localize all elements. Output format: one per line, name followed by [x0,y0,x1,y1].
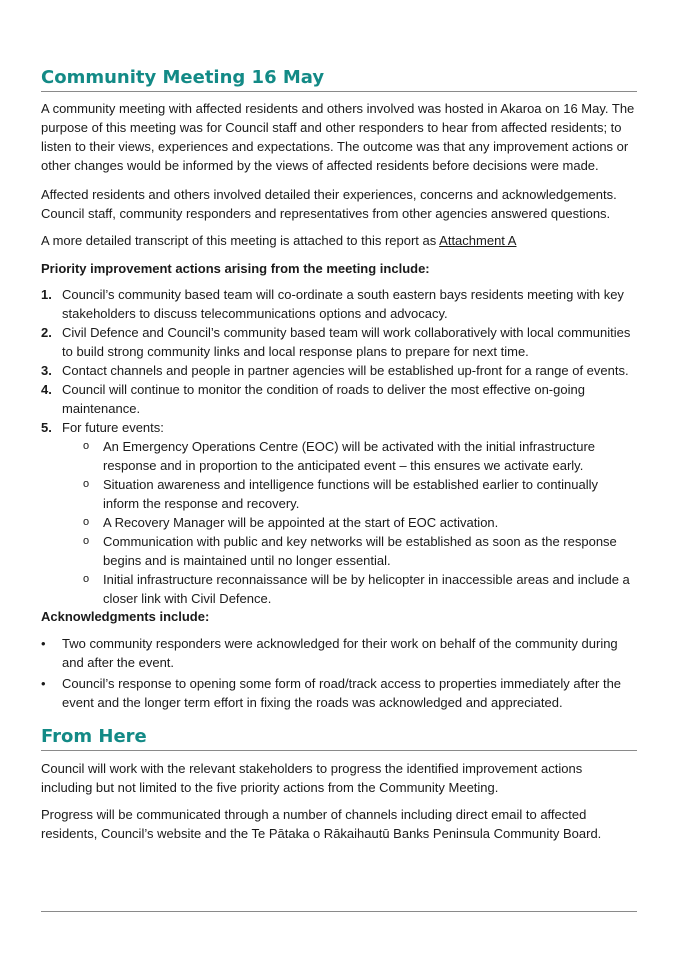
action-number: 3. [41,363,52,378]
action-text: Council’s community based team will co-ordinate a south eastern bays residents meeting with key stakeholders to discuss telecommunications options and advocacy. [62,287,624,321]
action-item [41,418,637,437]
paragraph-stakeholders: Council will work with the relevant stakeholders to progress the identified improvement actions including but not limited to the five priority actions from the Community Meeting. [41,761,583,795]
acknowledgments-list-block [41,634,637,714]
transcript-paragraph-block [41,231,637,250]
future-event-text: An Emergency Operations Centre (EOC) will be activated with the initial infrastructure response and in proportion to the anticipated event – this ensures we activate early. [103,439,596,473]
future-event-item [41,532,637,570]
attachment-a-link[interactable]: Attachment A [439,233,517,248]
acknowledgment-item [41,674,637,712]
intro-paragraph [41,99,637,175]
transcript-text: A more detailed transcript of this meeting is attached to this report as [41,233,440,248]
action-text: Civil Defence and Council’s community based team will work collaboratively with local communities to build strong community links and local response plans to prepare for next time. [62,325,631,359]
action-item [41,285,637,323]
priority-actions-list [41,285,637,437]
sub-bullet-marker: o [83,573,90,585]
future-event-text: Situation awareness and intelligence functions will be established earlier to continually inform the response and recovery. [103,477,599,511]
future-events-list [41,437,637,608]
section-heading-community-meeting: Community Meeting 16 May [41,66,637,92]
acknowledgment-text: Two community responders were acknowledged for their work on behalf of the community during and after the event. [62,636,618,670]
action-item [41,361,637,380]
action-number: 1. [41,287,52,302]
future-event-text: A Recovery Manager will be appointed at the start of EOC activation. [103,515,499,530]
progress-paragraph-block [41,805,637,843]
paragraph-meeting-purpose: A community meeting with affected residents and others involved was hosted in Akaroa on 16 May. The purpose of this meeting was for Council staff and other responders to hear from affected residents; to listen to their views, experiences and expectations. The outcome was that any improvement actions or other changes would be informed by the views of affected residents before decisions were made. [41,101,635,173]
acknowledgments-list [41,634,637,712]
future-event-item [41,437,637,475]
future-event-text: Communication with public and key networks will be established as soon as the response begins and is maintained until no longer essential. [103,534,617,568]
action-text: Contact channels and people in partner agencies will be established up-front for a range of events. [62,363,629,378]
acknowledgments-heading-block [41,607,637,626]
sub-bullet-marker: o [83,516,90,528]
acknowledgment-item [41,634,637,672]
from-here-paragraph-block [41,759,637,797]
paragraph-experiences: Affected residents and others involved detailed their experiences, concerns and acknowledgements. Council staff, community responders and representatives from other agencies answered questions. [41,187,617,221]
paragraph-transcript [41,231,637,250]
action-text: For future events: [62,420,164,435]
action-item [41,323,637,361]
action-number: 4. [41,382,52,397]
priority-actions-heading: Priority improvement actions arising from the meeting include: [41,261,430,276]
sub-bullet-marker: o [83,478,90,490]
action-number: 2. [41,325,52,340]
acknowledgment-text: Council’s response to opening some form of road/track access to properties immediately after the event and the longer term effort in fixing the roads was acknowledged and appreciated. [62,676,622,710]
acknowledgments-heading: Acknowledgments include: [41,609,210,624]
action-item [41,380,637,418]
section-heading-from-here: From Here [41,725,637,751]
future-event-text: Initial infrastructure reconnaissance will be by helicopter in inaccessible areas and include a closer link with Civil Defence. [103,572,630,606]
action-text: Council will continue to monitor the condition of roads to deliver the most effective on-going maintenance. [62,382,585,416]
experiences-paragraph-block [41,185,637,223]
future-event-item [41,475,637,513]
priority-heading-block [41,259,637,278]
future-event-item [41,513,637,532]
future-event-item [41,570,637,608]
footer-divider [41,911,637,912]
sub-bullet-marker: o [83,440,90,452]
bullet-marker: • [41,676,46,691]
bullet-marker: • [41,636,46,651]
sub-bullet-marker: o [83,535,90,547]
priority-actions-list-block [41,285,637,608]
paragraph-progress: Progress will be communicated through a number of channels including direct email to affected residents, Council’s website and the Te Pātaka o Rākaihautū Banks Peninsula Community Board. [41,807,602,841]
action-number: 5. [41,420,52,435]
